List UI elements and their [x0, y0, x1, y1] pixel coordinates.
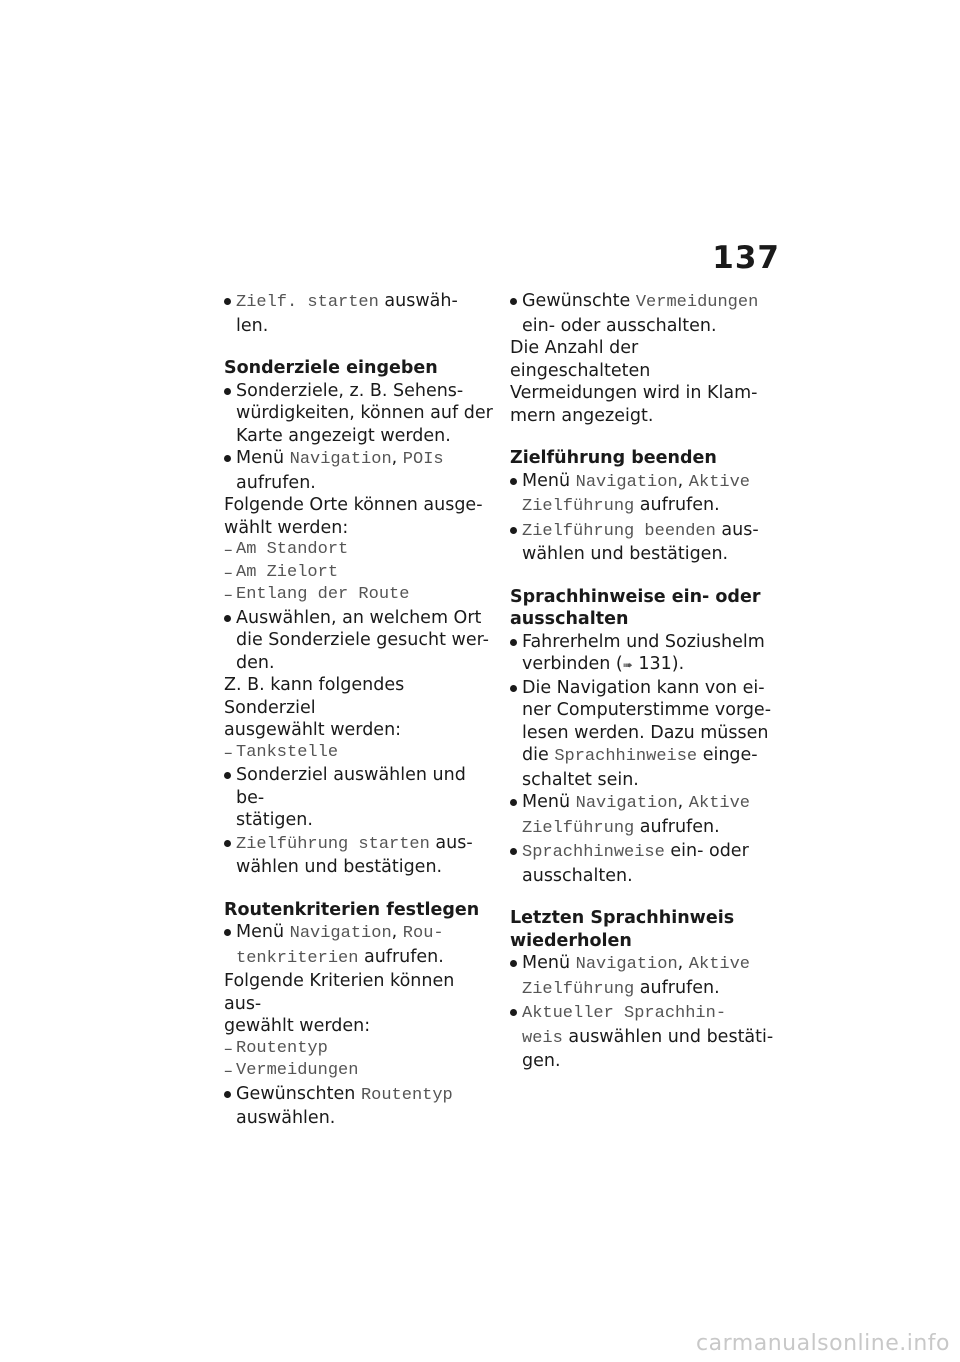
list-item [510, 290, 780, 337]
text: , [391, 448, 403, 468]
text: Menü [236, 448, 290, 468]
menu-term: Rou- [402, 924, 444, 943]
list-item [510, 677, 780, 792]
menu-term: Zielführung starten [236, 834, 430, 854]
menu-term: Navigation [289, 924, 392, 943]
text: die [522, 745, 555, 765]
text: aufrufen. [634, 977, 720, 998]
text: ein- oder ausschalten. [522, 315, 717, 336]
menu-term: Zielf. starten [236, 293, 379, 312]
text: wählen und bestätigen. [522, 544, 729, 564]
list-item [510, 1001, 780, 1073]
section-heading: Routenkriterien festlegen [224, 899, 480, 920]
text: aufrufen. [634, 816, 720, 837]
text: Karte angezeigt werden. [236, 425, 451, 446]
text: ausgewählt werden: [224, 720, 402, 740]
text: aufrufen. [358, 946, 444, 967]
text: lesen werden. Dazu müssen [522, 722, 769, 743]
list-item [224, 921, 494, 970]
text: Menü [236, 922, 290, 942]
text: aufrufen. [236, 472, 316, 493]
list-item [224, 380, 494, 448]
option-item: – Am Standort [224, 539, 494, 562]
menu-term: Routentyp [360, 1085, 453, 1105]
menu-term: Navigation [289, 450, 392, 469]
text: , [677, 470, 689, 491]
menu-term: Aktive [688, 955, 751, 974]
menu-term: Navigation [575, 794, 678, 813]
menu-term: Sprachhinweise [522, 843, 665, 862]
text: einge- [697, 745, 758, 765]
menu-term: Zielführung [522, 979, 635, 999]
text: , [391, 922, 403, 942]
option-item: – Vermeidungen [224, 1060, 494, 1083]
text: Folgende Orte können ausge- [224, 495, 483, 515]
menu-term: Aktive [688, 794, 751, 813]
text: Sonderziele, z. B. Sehens- [236, 380, 464, 401]
text: wählt werden: [224, 517, 349, 538]
list-item [224, 607, 494, 675]
paragraph [224, 674, 494, 742]
right-column [510, 290, 780, 1073]
text: gen. [522, 1051, 561, 1071]
text: Letzten Sprachhinweis [510, 908, 735, 928]
menu-term: tenkriterien [236, 948, 359, 968]
text: ausschalten [510, 609, 629, 629]
text: Menü [522, 953, 576, 973]
menu-term: Sprachhinweise [554, 747, 698, 766]
page-reference: 131). [632, 654, 685, 674]
text: ner Computerstimme vorge- [522, 700, 772, 720]
text: Gewünschte [522, 291, 636, 311]
paragraph [224, 970, 494, 1038]
text: Menü [522, 792, 576, 812]
text: auswählen und bestäti- [562, 1026, 774, 1047]
text: ausschalten. [522, 865, 633, 886]
text: Z. B. kann folgendes Sonderziel [224, 675, 405, 718]
text: auswählen. [236, 1108, 336, 1128]
text: Auswählen, an welchem Ort [236, 607, 482, 628]
text: verbinden ( [522, 654, 623, 674]
list-item [510, 519, 780, 566]
text: wählen und bestätigen. [236, 857, 443, 877]
text: len. [236, 315, 269, 336]
list-item [510, 791, 780, 840]
watermark-link[interactable]: carmanualsonline.info [696, 1331, 950, 1356]
option-item: – Routentyp [224, 1038, 494, 1061]
menu-term: Zielführung beenden [522, 521, 716, 541]
text: aus- [715, 519, 759, 540]
menu-term: Zielführung [522, 818, 635, 838]
section-heading [510, 586, 780, 631]
menu-term: Aktive [688, 472, 751, 492]
text: Vermeidungen wird in Klam- [510, 383, 758, 403]
menu-term: Navigation [575, 472, 678, 492]
list-item [224, 764, 494, 832]
text: mern angezeigt. [510, 405, 654, 426]
menu-term: Vermeidungen [635, 293, 759, 312]
menu-term: POIs [402, 450, 444, 469]
text: die Sonderziele gesucht wer- [236, 630, 489, 650]
option-item: – Entlang der Route [224, 584, 494, 607]
list-item [224, 447, 494, 494]
section-heading: Sonderziele eingeben [224, 358, 438, 378]
text: Sonderziel auswählen und be- [236, 765, 466, 808]
page-number: 137 [712, 240, 780, 276]
page-reference-arrow-icon: ➠ [622, 658, 633, 672]
section-heading: Zielführung beenden [510, 448, 717, 468]
list-item [510, 840, 780, 887]
text: Die Navigation kann von ei- [522, 677, 765, 698]
menu-term: weis [522, 1028, 563, 1048]
paragraph [224, 494, 494, 539]
text: auswäh- [378, 291, 458, 311]
paragraph [510, 337, 780, 427]
text: aufrufen. [634, 495, 720, 515]
option-item: – Tankstelle [224, 742, 494, 765]
menu-term: Navigation [575, 955, 678, 974]
menu-term: Zielführung [522, 497, 635, 516]
list-item [510, 952, 780, 1001]
list-item [224, 290, 494, 337]
option-item: – Am Zielort [224, 562, 494, 585]
text: gewählt werden: [224, 1016, 371, 1036]
list-item [510, 470, 780, 519]
text: würdigkeiten, können auf der [236, 403, 493, 423]
text: schaltet sein. [522, 769, 639, 790]
text: Die Anzahl der eingeschalteten [510, 338, 651, 381]
text: , [677, 792, 689, 812]
list-item [510, 631, 780, 677]
text: stätigen. [236, 810, 313, 830]
text: Menü [522, 470, 576, 491]
text: Sprachhinweise ein- oder [510, 586, 761, 607]
text: Gewünschten [236, 1083, 361, 1104]
text: wiederholen [510, 930, 632, 951]
text: den. [236, 652, 275, 673]
text: Folgende Kriterien können aus- [224, 971, 455, 1014]
text: , [677, 953, 689, 973]
text: aus- [429, 832, 473, 853]
section-heading [510, 907, 780, 952]
left-column [224, 290, 494, 1130]
list-item [224, 1083, 494, 1130]
menu-term: Aktueller Sprachhin- [522, 1004, 727, 1023]
text: Fahrerhelm und Soziushelm [522, 631, 765, 652]
text: ein- oder [664, 841, 749, 861]
list-item [224, 832, 494, 879]
